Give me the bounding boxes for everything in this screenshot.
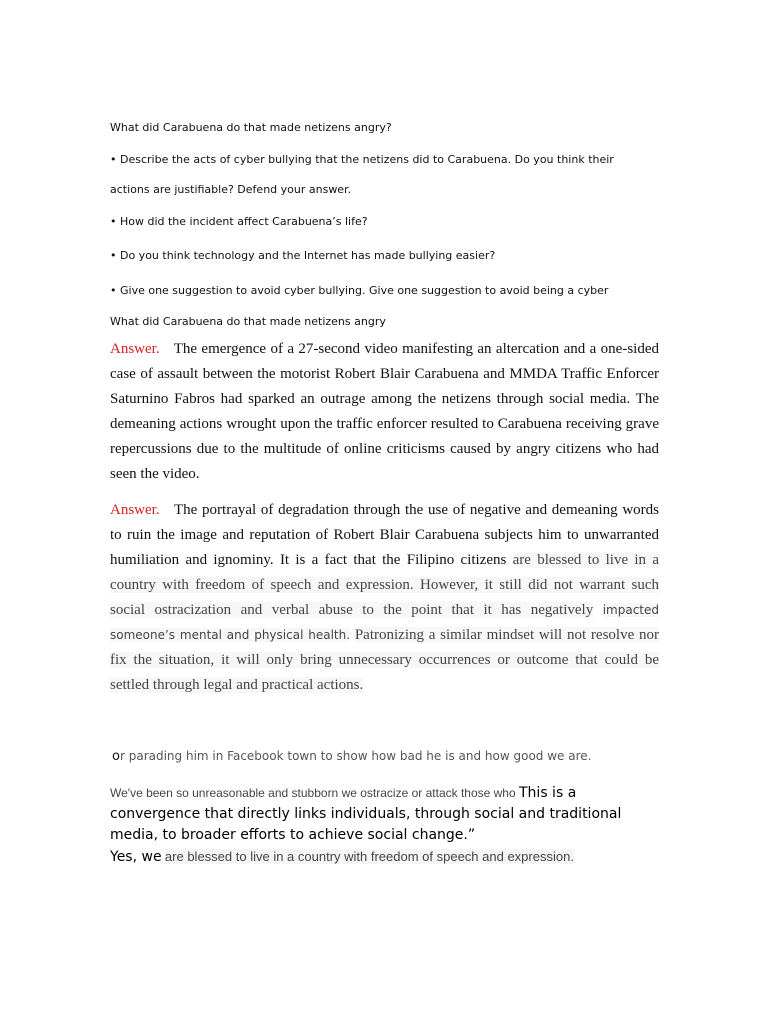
question-1: What did Carabuena do that made netizens angry? [110,121,392,134]
question-5: • Give one suggestion to avoid cyber bullying. Give one suggestion to avoid being a cyber [110,284,609,297]
question-2-line-2: actions are justifiable? Defend your answer. [110,183,352,196]
question-2-line-1: • Describe the acts of cyber bullying that the netizens did to Carabuena. Do you think their [110,153,614,166]
answer-2-label: Answer. [110,502,160,518]
answer-2-text-grey: are blessed to live in a country with freedom of speech and expression. However, it still did not warrant such social ostracization and verbal abuse to the point that it has negatively [110,552,659,618]
parading-fragment-o: o [112,749,120,764]
question-1-repeat: What did Carabuena do that made netizens angry [110,315,386,328]
answer-2-paragraph [110,498,659,698]
parading-fragment [112,748,591,765]
question-3: • How did the incident affect Carabuena’s life? [110,215,368,228]
yes-we-text: Yes, we [110,849,162,865]
answer-1-text: The emergence of a 27-second video manifesting an altercation and a one-sided case of assault between the motorist Robert Blair Carabuena and MMDA Traffic Enforcer Saturnino Fabros had sparked an outrage among the netizens through social media. The demeaning actions wrought upon the traffic enforcer resulted to Carabuena receiving grave repercussions due to the multitude of online criticisms caused by angry citizens who had seen the video. [110,341,660,482]
answer-1-paragraph [110,337,659,487]
answer-1-label: Answer. [110,341,160,357]
question-4: • Do you think technology and the Internet has made bullying easier? [110,249,496,262]
blessed-text: are blessed to live in a country with freedom of speech and expression. [164,849,574,864]
answer-2-text-dark: The portrayal of degradation through the use of negative and demeaning words to ruin the image and reputation of Robert Blair Carabuena subjects him to unwarranted humiliation and ignominy. It is a fact that the Filipino citizens [110,502,659,568]
ostracize-paragraph [110,783,670,868]
parading-fragment-rest: r parading him in Facebook town to show how bad he is and how good we are. [119,749,592,763]
ostracize-text: We've been so unreasonable and stubborn we ostracize or attack those who [110,786,516,800]
convergence-text: This is a convergence that directly links individuals, through social and traditional media, to broader efforts to achieve social change.” [110,785,622,843]
answer-2-text-grey-end: Patronizing a similar mindset will not resolve nor fix the situation, it will only bring unnecessary occurrences or outcome that could be settled through legal and practical actions. [110,627,659,693]
answer-2-text-grey-sans: impacted someone’s mental and physical health. [110,603,660,642]
